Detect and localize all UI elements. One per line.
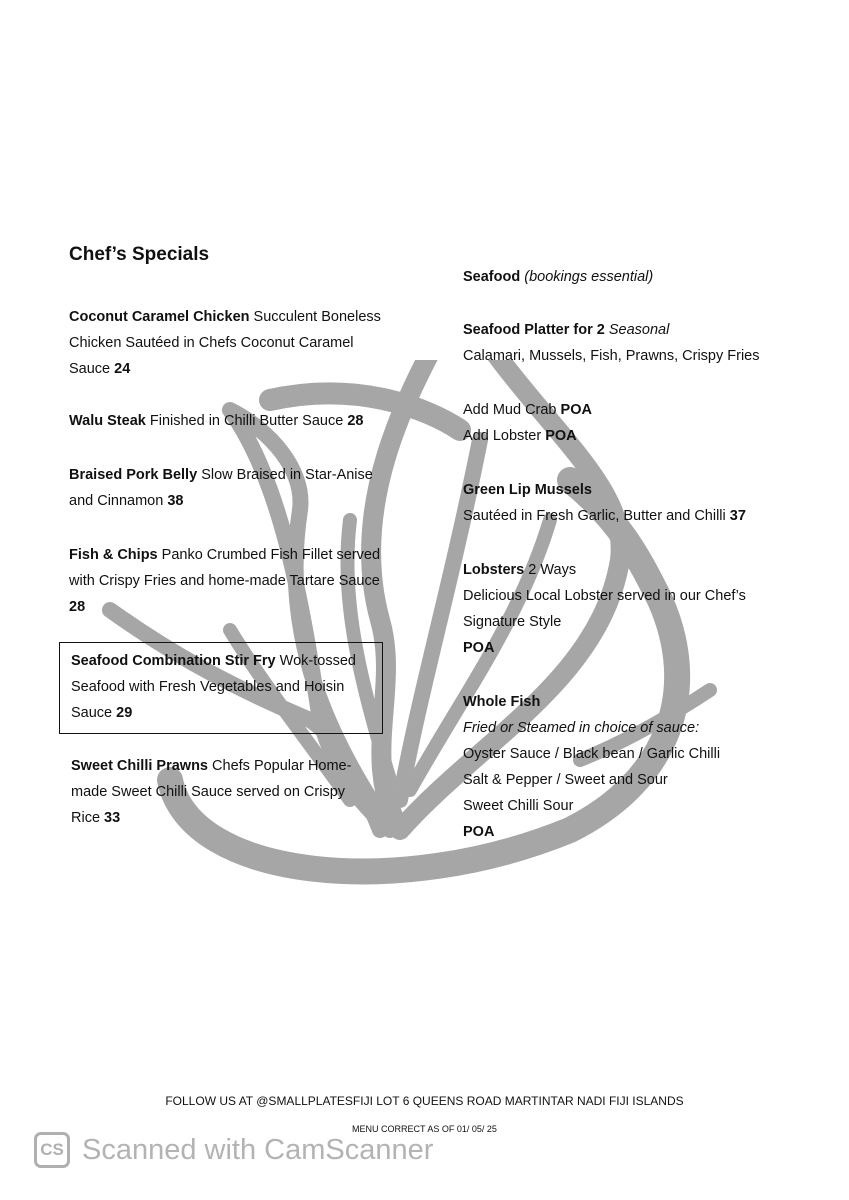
item-desc: Sweet Chilli Sour [463, 798, 574, 814]
item-name: Seafood Platter for 2 [463, 322, 605, 338]
menu-item-sweet-chilli-prawns [71, 753, 376, 831]
item-desc: Sautéed in Fresh Garlic, Butter and Chilli [463, 508, 726, 524]
item-name: Coconut Caramel Chicken [69, 309, 250, 325]
footer-menu-date: MENU CORRECT AS OF 01/ 05/ 25 [352, 1124, 497, 1134]
item-name: Sweet Chilli Prawns [71, 758, 208, 774]
menu-item-seafood-platter [463, 317, 793, 369]
scanner-watermark [34, 1132, 433, 1168]
item-price: 24 [114, 361, 131, 377]
item-name: Walu Steak [69, 413, 146, 429]
addon-price: POA [560, 402, 592, 418]
addon-price: POA [545, 428, 577, 444]
item-price: 33 [104, 810, 121, 826]
addon-lobster: Add Lobster [463, 428, 542, 444]
item-note: 2 Ways [528, 562, 577, 578]
item-price: 29 [116, 705, 133, 721]
addon-mud-crab: Add Mud Crab [463, 402, 557, 418]
item-desc: Slow Braised in Star-Anise and Cinnamon [69, 467, 373, 509]
menu-item-pork-belly [69, 462, 389, 514]
menu-item-whole-fish [463, 689, 793, 845]
menu-item-lobsters [463, 557, 793, 661]
item-desc: Signature Style [463, 614, 562, 630]
item-note: Fried or Steamed in choice of sauce: [463, 720, 700, 736]
section-note: (bookings essential) [524, 269, 654, 285]
item-name: Green Lip Mussels [463, 482, 592, 498]
item-price: 28 [69, 599, 86, 615]
item-name: Braised Pork Belly [69, 467, 198, 483]
item-price: 38 [167, 493, 184, 509]
menu-item-addons [463, 397, 793, 449]
menu-item-walu-steak [69, 408, 389, 434]
menu-item-green-lip-mussels [463, 477, 793, 529]
seafood-heading [463, 264, 793, 290]
menu-item-fish-chips [69, 542, 389, 620]
item-price: POA [463, 640, 495, 656]
menu-item-coconut-chicken [69, 304, 389, 382]
scanner-text: Scanned with CamScanner [82, 1133, 434, 1166]
item-name: Fish & Chips [69, 547, 158, 563]
item-desc: Salt & Pepper / Sweet and Sour [463, 772, 668, 788]
item-desc: Finished in Chilli Butter Sauce [149, 413, 344, 429]
item-price: 37 [729, 508, 746, 524]
item-price: 28 [347, 413, 364, 429]
item-desc: Panko Crumbed Fish Fillet served with Crispy Fries and home-made Tartare Sauce [69, 547, 381, 589]
item-desc: Succulent Boneless Chicken Sautéed in Chefs Coconut Caramel Sauce [69, 309, 381, 377]
item-desc: Oyster Sauce / Black bean / Garlic Chilli [463, 746, 721, 762]
item-note: Seasonal [608, 322, 670, 338]
item-desc: Calamari, Mussels, Fish, Prawns, Crispy Fries [463, 348, 760, 364]
page-title: Chef’s Specials [69, 244, 210, 265]
item-name: Seafood Combination Stir Fry [71, 653, 276, 669]
item-desc: Wok-tossed Seafood with Fresh Vegetables and Hoisin Sauce [71, 653, 356, 721]
section-heading: Seafood [463, 269, 521, 285]
footer-follow: FOLLOW US AT @SMALLPLATESFIJI LOT 6 QUEENS ROAD MARTINTAR NADI FIJI ISLANDS [165, 1094, 684, 1108]
item-desc: Chefs Popular Home-made Sweet Chilli Sauce served on Crispy Rice [71, 758, 352, 826]
camscanner-logo-icon: CS [34, 1132, 70, 1168]
item-name: Lobsters [463, 562, 525, 578]
menu-item-seafood-stir-fry [71, 648, 376, 726]
item-desc: Delicious Local Lobster served in our Chef’s [463, 588, 746, 604]
item-name: Whole Fish [463, 694, 541, 710]
item-price: POA [463, 824, 495, 840]
